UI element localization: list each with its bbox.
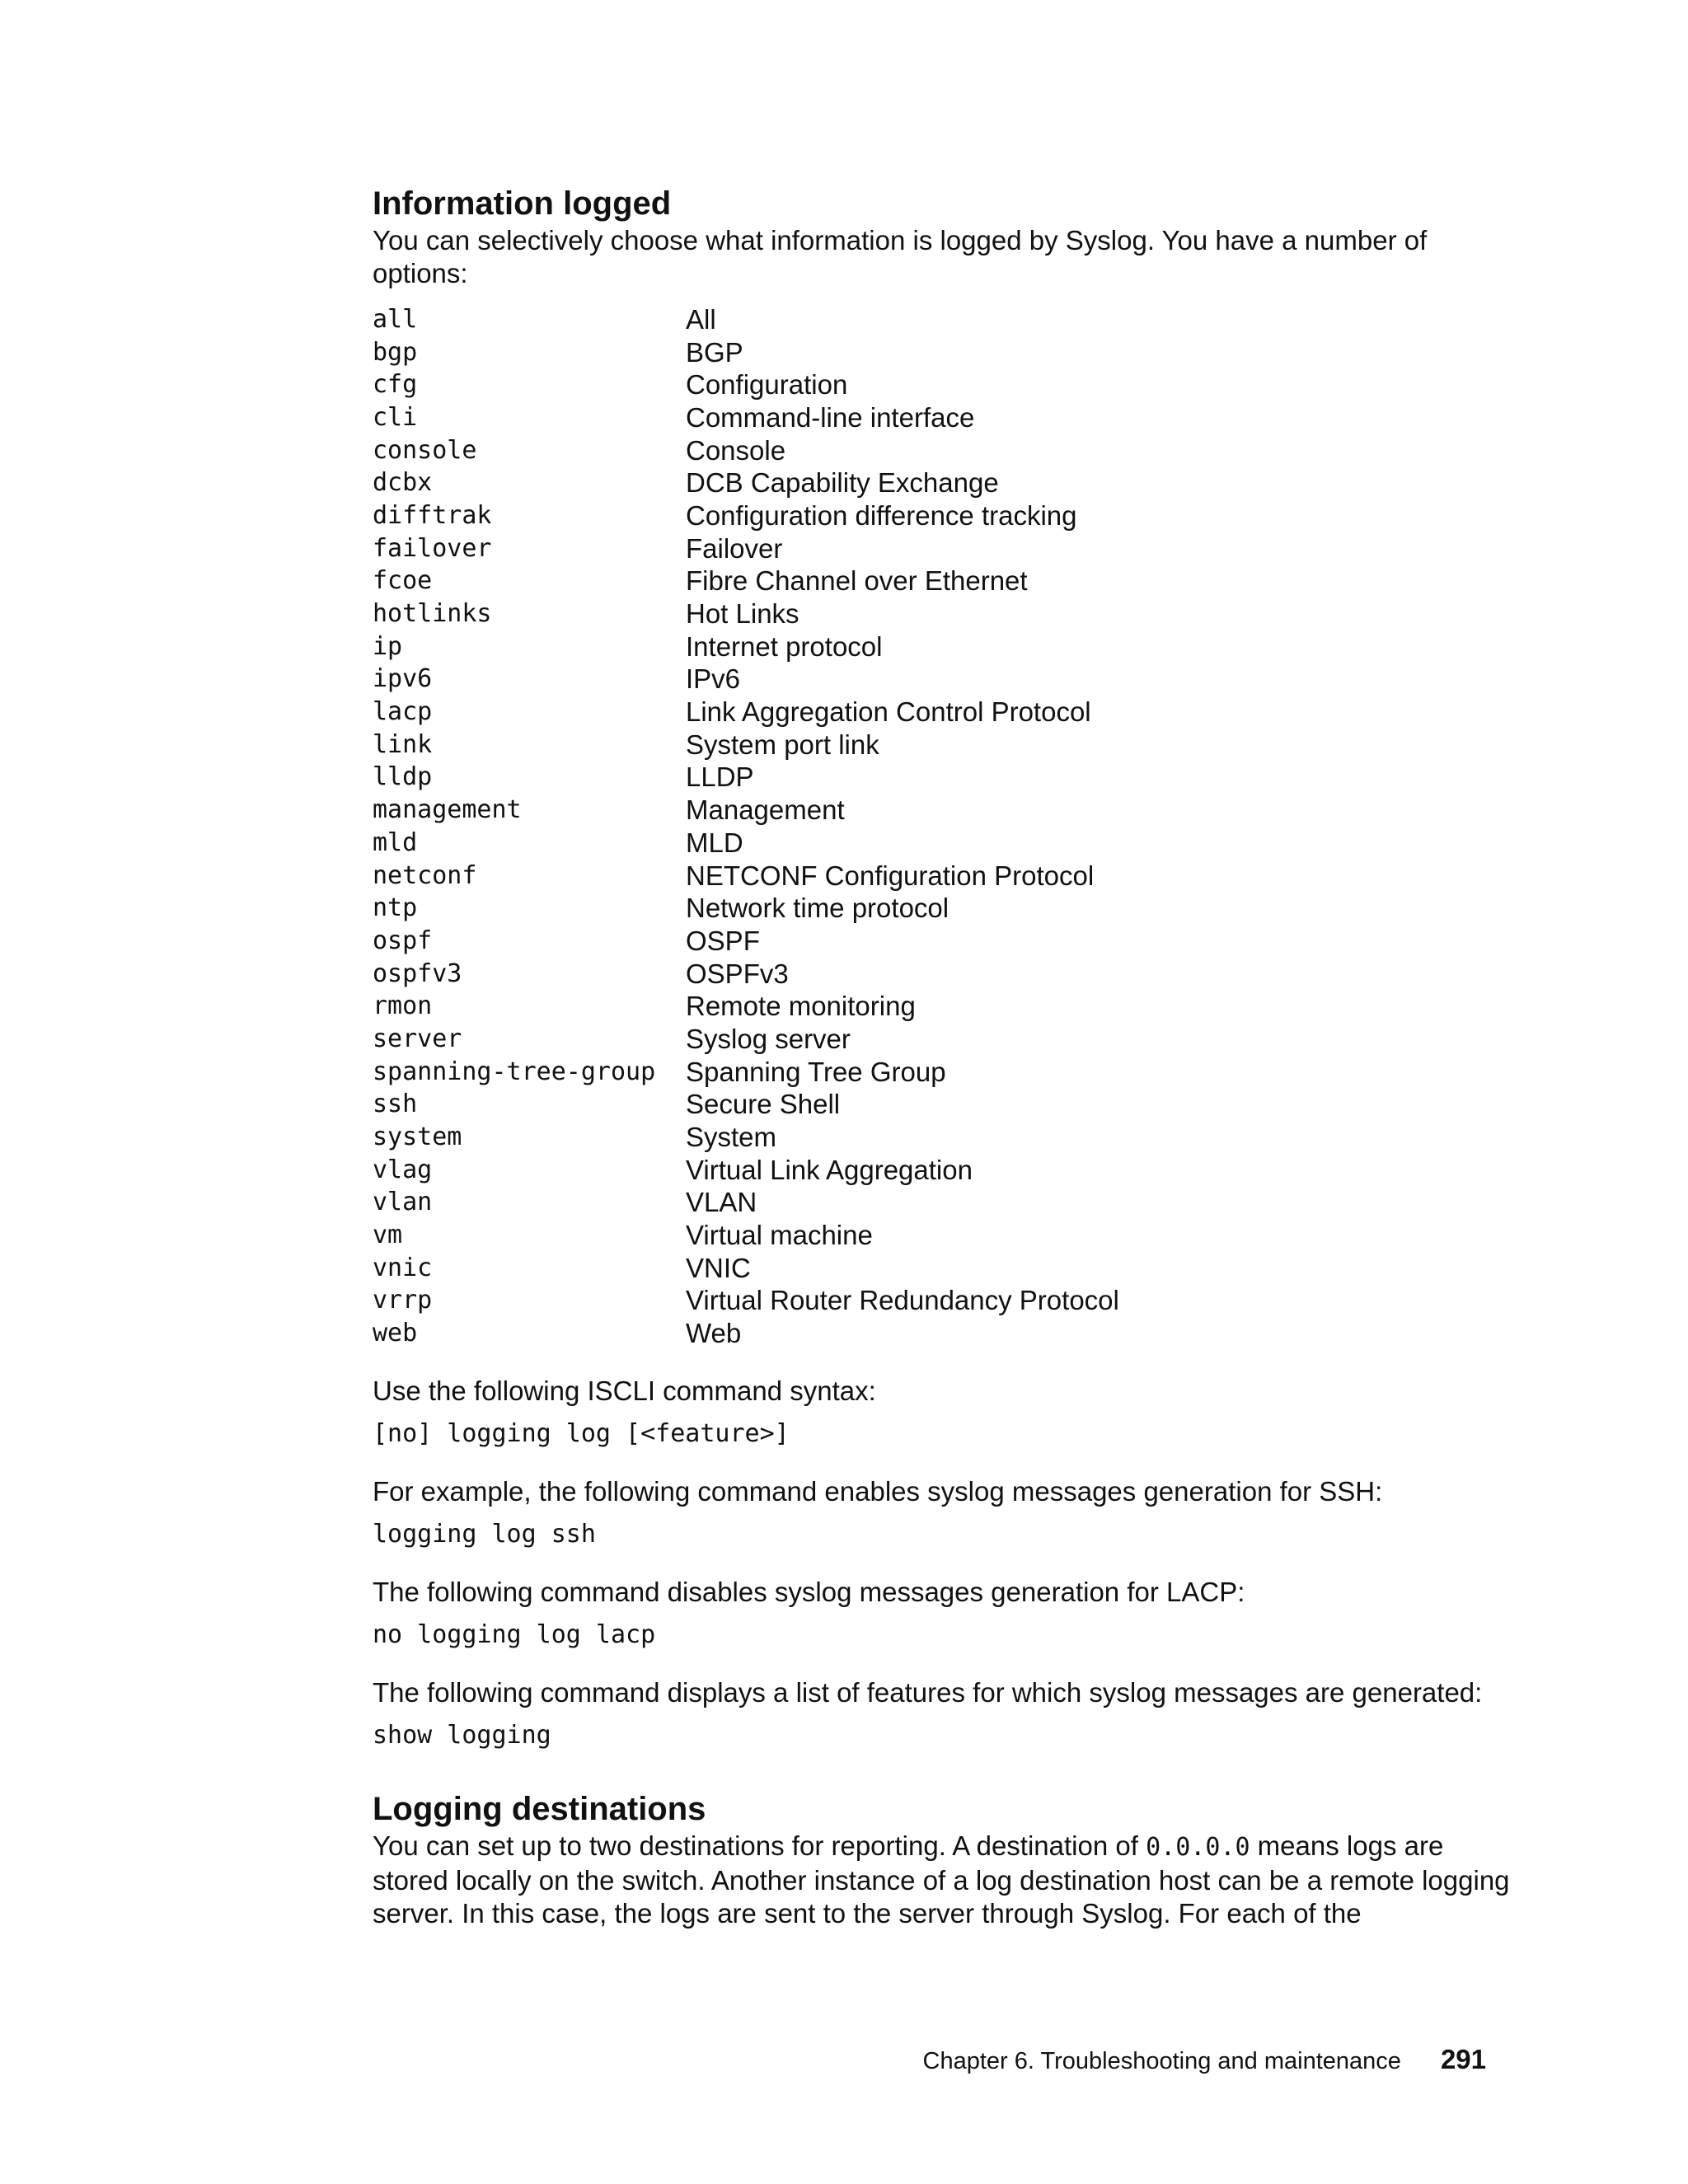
option-row	[373, 630, 1510, 663]
page-number: 291	[1440, 2044, 1486, 2074]
option-row	[373, 925, 1510, 958]
option-description: Console	[686, 434, 786, 466]
page-footer	[923, 2044, 1486, 2075]
option-description: Link Aggregation Control Protocol	[686, 696, 1091, 728]
option-row	[373, 303, 1510, 336]
option-row	[373, 1154, 1510, 1187]
option-description: Syslog server	[686, 1023, 851, 1054]
option-description: All	[686, 303, 716, 335]
option-keyword: ntp	[373, 893, 418, 923]
option-description: IPv6	[686, 663, 741, 695]
option-row	[373, 729, 1510, 762]
destinations-text-part2: means logs are stored locally on the switch. Another instance of a log destination host can be a remote logging server. In this case, the logs are sent to the server through Syslog. For each of the	[373, 1830, 1510, 1929]
option-row	[373, 1187, 1510, 1220]
option-keyword: console	[373, 435, 477, 465]
option-keyword: rmon	[373, 991, 433, 1021]
option-row	[373, 434, 1510, 467]
option-description: System port link	[686, 729, 879, 760]
option-description: Internet protocol	[686, 630, 883, 662]
option-row	[373, 1317, 1510, 1350]
option-keyword: vnic	[373, 1253, 433, 1282]
option-description: Network time protocol	[686, 893, 950, 924]
option-row	[373, 401, 1510, 434]
destinations-text-part1: You can set up to two destinations for reporting. A destination of	[373, 1830, 1146, 1861]
section-heading-information-logged: Information logged	[373, 185, 672, 222]
option-keyword: difftrak	[373, 500, 492, 530]
option-keyword: ssh	[373, 1090, 418, 1119]
option-description: Failover	[686, 532, 783, 564]
options-list	[373, 303, 1510, 1350]
option-row	[373, 1121, 1510, 1154]
option-description: Web	[686, 1318, 742, 1349]
option-keyword: hotlinks	[373, 599, 492, 629]
option-description: Virtual Link Aggregation	[686, 1154, 973, 1185]
option-keyword: ipv6	[373, 664, 433, 694]
option-keyword: cli	[373, 402, 418, 432]
example3-paragraph: The following command displays a list of features for which syslog messages are generated:	[373, 1677, 1483, 1708]
option-description: Remote monitoring	[686, 991, 916, 1022]
option-keyword: server	[373, 1024, 462, 1053]
option-keyword: fcoe	[373, 566, 433, 596]
option-row	[373, 1089, 1510, 1122]
option-description: LLDP	[686, 762, 754, 793]
option-row	[373, 762, 1510, 794]
option-keyword: netconf	[373, 860, 477, 890]
option-description: MLD	[686, 827, 743, 858]
option-row	[373, 1252, 1510, 1285]
option-keyword: web	[373, 1319, 418, 1348]
option-description: OSPFv3	[686, 958, 789, 989]
option-keyword: vrrp	[373, 1286, 433, 1315]
destination-address-code: 0.0.0.0	[1146, 1833, 1250, 1862]
footer-chapter-title: Chapter 6. Troubleshooting and maintenance	[922, 2048, 1401, 2074]
option-row	[373, 565, 1510, 598]
syntax-code: [no] logging log [<feature>]	[373, 1419, 790, 1448]
option-keyword: dcbx	[373, 468, 433, 498]
option-row	[373, 958, 1510, 991]
option-row	[373, 696, 1510, 729]
option-row	[373, 368, 1510, 401]
option-keyword: ospf	[373, 926, 433, 955]
option-keyword: vlan	[373, 1188, 433, 1217]
option-row	[373, 860, 1510, 893]
intro-paragraph: You can selectively choose what information is logged by Syslog. You have a number of options:	[373, 225, 1428, 288]
option-description: NETCONF Configuration Protocol	[686, 860, 1095, 891]
option-keyword: ospfv3	[373, 958, 462, 988]
option-keyword: system	[373, 1122, 462, 1152]
option-row	[373, 336, 1510, 369]
option-keyword: lacp	[373, 697, 433, 727]
option-description: Management	[686, 794, 845, 826]
option-row	[373, 794, 1510, 827]
option-keyword: vlag	[373, 1155, 433, 1184]
option-description: Virtual Router Redundancy Protocol	[686, 1285, 1119, 1316]
option-row	[373, 598, 1510, 630]
option-keyword: lldp	[373, 762, 433, 792]
example2-code: no logging log lacp	[373, 1620, 656, 1649]
option-description: Configuration difference tracking	[686, 499, 1077, 531]
option-keyword: all	[373, 304, 418, 334]
destinations-paragraph	[373, 1830, 1510, 1930]
option-row	[373, 663, 1510, 696]
syntax-paragraph: Use the following ISCLI command syntax:	[373, 1376, 876, 1406]
option-row	[373, 499, 1510, 532]
option-keyword: failover	[373, 533, 492, 563]
section-heading-logging-destinations: Logging destinations	[373, 1791, 706, 1827]
option-keyword: ip	[373, 631, 403, 661]
option-keyword: cfg	[373, 370, 418, 400]
option-row	[373, 1056, 1510, 1089]
option-description: VLAN	[686, 1187, 757, 1218]
option-description: Fibre Channel over Ethernet	[686, 565, 1028, 597]
option-description: Configuration	[686, 369, 848, 401]
option-row	[373, 466, 1510, 499]
option-description: OSPF	[686, 925, 760, 956]
option-keyword: spanning-tree-group	[373, 1057, 656, 1086]
option-keyword: link	[373, 729, 433, 759]
option-description: Virtual machine	[686, 1220, 873, 1251]
option-description: System	[686, 1122, 777, 1153]
option-row	[373, 532, 1510, 565]
option-description: BGP	[686, 336, 743, 368]
option-keyword: bgp	[373, 337, 418, 367]
option-description: Command-line interface	[686, 401, 975, 433]
option-row	[373, 1023, 1510, 1056]
example1-code: logging log ssh	[373, 1520, 596, 1549]
option-row	[373, 827, 1510, 860]
option-description: Spanning Tree Group	[686, 1056, 946, 1087]
option-row	[373, 892, 1510, 925]
option-keyword: vm	[373, 1221, 403, 1250]
option-row	[373, 1219, 1510, 1252]
page-content	[373, 183, 1510, 1930]
option-row	[373, 990, 1510, 1023]
example2-paragraph: The following command disables syslog messages generation for LACP:	[373, 1577, 1245, 1607]
option-description: Hot Links	[686, 598, 799, 630]
option-keyword: management	[373, 795, 522, 825]
option-keyword: mld	[373, 827, 418, 857]
option-description: DCB Capability Exchange	[686, 467, 999, 499]
option-row	[373, 1285, 1510, 1318]
example3-code: show logging	[373, 1721, 551, 1750]
option-description: Secure Shell	[686, 1089, 841, 1120]
option-description: VNIC	[686, 1252, 751, 1283]
example1-paragraph: For example, the following command enables syslog messages generation for SSH:	[373, 1476, 1383, 1507]
